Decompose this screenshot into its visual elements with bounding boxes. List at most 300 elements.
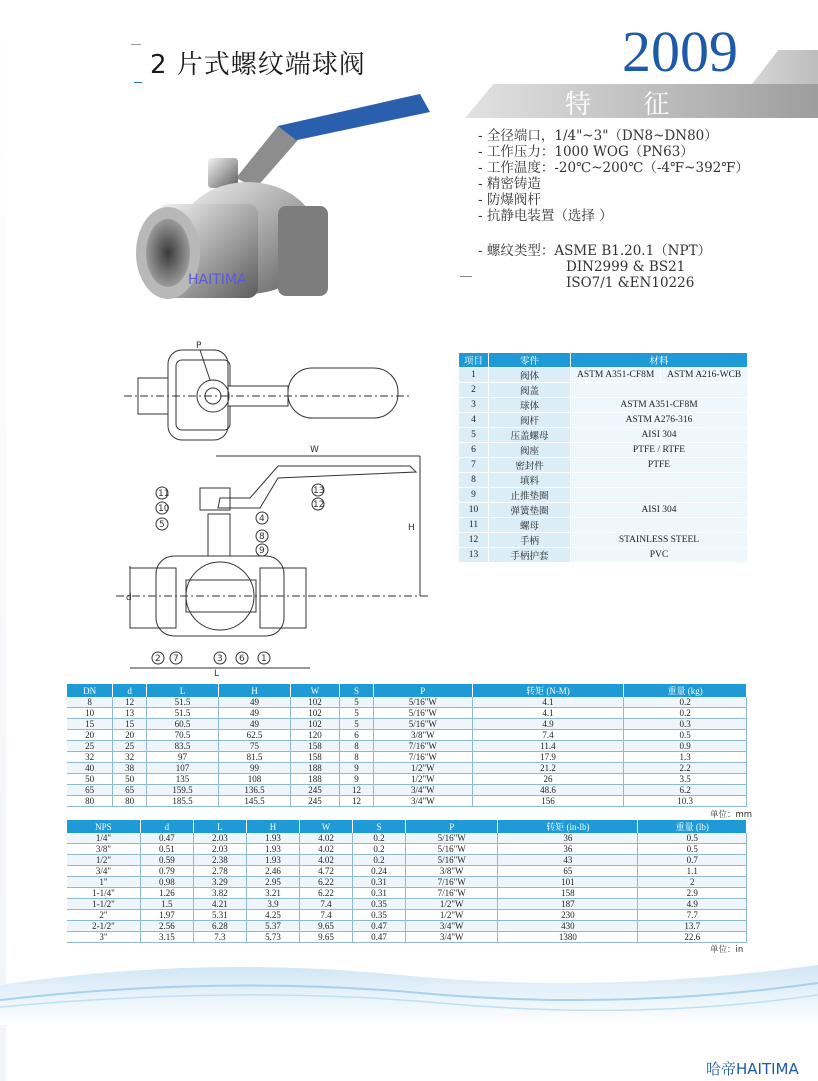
metric-cell: 15 xyxy=(67,719,113,730)
imperial-row xyxy=(67,888,747,899)
imperial-cell: 0.98 xyxy=(140,877,193,888)
parts-cell: ASTM A276-316 xyxy=(571,413,748,428)
imperial-row xyxy=(67,866,747,877)
imperial-cell: 101 xyxy=(498,877,638,888)
parts-row xyxy=(459,398,748,413)
callout-1: 1 xyxy=(261,654,267,664)
parts-cell: 13 xyxy=(459,548,489,563)
imperial-cell: 2.03 xyxy=(193,844,246,855)
metric-cell: 135 xyxy=(147,774,219,785)
imperial-cell: 0.47 xyxy=(352,921,405,932)
feature-heading: 特 征 xyxy=(565,90,692,120)
thread-line: ISO7/1 &EN10226 xyxy=(566,275,695,291)
metric-cell: 12 xyxy=(113,697,147,708)
imperial-cell: 0.35 xyxy=(352,899,405,910)
title-corner-mark xyxy=(131,44,141,74)
metric-cell: 4.1 xyxy=(472,708,624,719)
metric-cell: 17.9 xyxy=(472,752,624,763)
imperial-header-cell: W xyxy=(299,820,352,833)
imperial-cell: 1" xyxy=(67,877,140,888)
metric-header-cell: DN xyxy=(67,684,113,697)
metric-cell: 49 xyxy=(219,708,291,719)
parts-cell: 弹簧垫圈 xyxy=(489,503,571,518)
parts-cell: 填料 xyxy=(489,473,571,488)
metric-header-cell: 重量 (kg) xyxy=(624,684,747,697)
parts-cell: 9 xyxy=(459,488,489,503)
imperial-cell: 1.93 xyxy=(246,844,299,855)
metric-cell: 48.6 xyxy=(472,785,624,796)
imperial-cell: 2-1/2" xyxy=(67,921,140,932)
imperial-cell: 2.38 xyxy=(193,855,246,866)
metric-header-cell: H xyxy=(219,684,291,697)
metric-cell: 5/16"W xyxy=(373,719,472,730)
imperial-cell: 1-1/2" xyxy=(67,899,140,910)
metric-cell: 7/16"W xyxy=(373,752,472,763)
imperial-row xyxy=(67,910,747,921)
imperial-cell: 43 xyxy=(498,855,638,866)
imperial-cell: 5.31 xyxy=(193,910,246,921)
parts-cell: PTFE xyxy=(571,458,748,473)
parts-row xyxy=(459,428,748,443)
parts-cell: 阀座 xyxy=(489,443,571,458)
imperial-cell: 6.22 xyxy=(299,888,352,899)
imperial-cell: 3.29 xyxy=(193,877,246,888)
parts-cell: 阀盖 xyxy=(489,383,571,398)
metric-header-cell: P xyxy=(373,684,472,697)
metric-cell: 81.5 xyxy=(219,752,291,763)
imperial-header-cell: NPS xyxy=(67,820,140,833)
metric-cell: 102 xyxy=(290,697,339,708)
imperial-cell: 7.3 xyxy=(193,932,246,943)
imperial-row xyxy=(67,899,747,910)
blue-grip-icon xyxy=(278,94,430,140)
imperial-cell: 1.5 xyxy=(140,899,193,910)
imperial-row xyxy=(67,877,747,888)
parts-row xyxy=(459,503,748,518)
imperial-row xyxy=(67,855,747,866)
metric-cell: 21.2 xyxy=(472,763,624,774)
parts-cell: 压盖螺母 xyxy=(489,428,571,443)
parts-cell: 手柄 xyxy=(489,533,571,548)
metric-cell: 5 xyxy=(340,708,374,719)
metric-cell: 1.3 xyxy=(624,752,747,763)
metric-header-cell: W xyxy=(290,684,339,697)
metric-row xyxy=(67,752,747,763)
metric-cell: 5 xyxy=(340,697,374,708)
imperial-cell: 5/16"W xyxy=(406,833,498,844)
metric-cell: 5/16"W xyxy=(373,697,472,708)
imperial-cell: 3/8"W xyxy=(406,866,498,877)
imperial-cell: 7/16"W xyxy=(406,877,498,888)
left-edge-bar xyxy=(0,0,6,1081)
imperial-row xyxy=(67,932,747,943)
metric-cell: 99 xyxy=(219,763,291,774)
imperial-cell: 13.7 xyxy=(638,921,747,932)
imperial-cell: 3/4" xyxy=(67,866,140,877)
metric-unit-label: 单位：mm xyxy=(710,810,753,820)
parts-cell: AISI 304 xyxy=(571,503,748,518)
parts-header-material: 材料 xyxy=(571,353,748,368)
metric-cell: 83.5 xyxy=(147,741,219,752)
callout-2: 2 xyxy=(155,654,161,664)
imperial-cell: 7.7 xyxy=(638,910,747,921)
feature-list xyxy=(478,128,749,224)
imperial-cell: 4.72 xyxy=(299,866,352,877)
metric-row xyxy=(67,796,747,807)
imperial-cell: 1380 xyxy=(498,932,638,943)
metric-cell: 0.9 xyxy=(624,741,747,752)
imperial-cell: 1.97 xyxy=(140,910,193,921)
parts-cell: 8 xyxy=(459,473,489,488)
metric-cell: 20 xyxy=(113,730,147,741)
port-bore-icon xyxy=(146,219,190,287)
feature-item: - 全径端口，1/4"~3"（DN8~DN80） xyxy=(478,128,718,144)
metric-cell: 102 xyxy=(290,708,339,719)
imperial-cell: 4.02 xyxy=(299,855,352,866)
side-dash xyxy=(460,276,472,277)
metric-header-cell: d xyxy=(113,684,147,697)
drawing-label-h: H xyxy=(408,523,415,533)
parts-cell: 7 xyxy=(459,458,489,473)
parts-cell xyxy=(571,383,748,398)
imperial-cell: 3/8" xyxy=(67,844,140,855)
callout-8: 8 xyxy=(259,532,265,542)
metric-row xyxy=(67,763,747,774)
parts-cell: 球体 xyxy=(489,398,571,413)
metric-cell: 185.5 xyxy=(147,796,219,807)
feature-item: - 工作温度：-20℃~200℃（-4℉~392℉） xyxy=(478,160,749,176)
brand-footer: 哈帝HAITIMA xyxy=(706,1060,799,1078)
imperial-cell: 0.47 xyxy=(140,833,193,844)
metric-cell: 8 xyxy=(67,697,113,708)
imperial-cell: 2 xyxy=(638,877,747,888)
imperial-cell: 3/4"W xyxy=(406,932,498,943)
metric-cell: 245 xyxy=(290,796,339,807)
metric-cell: 7/16"W xyxy=(373,741,472,752)
imperial-cell: 3.21 xyxy=(246,888,299,899)
callout-7: 7 xyxy=(173,654,179,664)
parts-cell: 2 xyxy=(459,383,489,398)
imperial-row xyxy=(67,844,747,855)
imperial-header-cell: 重量 (lb) xyxy=(638,820,747,833)
parts-table xyxy=(458,352,748,563)
imperial-cell: 5/16"W xyxy=(406,844,498,855)
imperial-cell: 0.35 xyxy=(352,910,405,921)
imperial-cell: 4.25 xyxy=(246,910,299,921)
parts-row xyxy=(459,548,748,563)
metric-cell: 12 xyxy=(340,796,374,807)
metric-cell: 3.5 xyxy=(624,774,747,785)
callout-4: 4 xyxy=(259,514,265,524)
parts-row xyxy=(459,368,748,383)
imperial-cell: 2" xyxy=(67,910,140,921)
metric-cell: 80 xyxy=(67,796,113,807)
metric-row xyxy=(67,730,747,741)
metric-cell: 32 xyxy=(67,752,113,763)
parts-header-item: 项目 xyxy=(459,353,489,368)
imperial-cell: 0.31 xyxy=(352,877,405,888)
metric-cell: 26 xyxy=(472,774,624,785)
metric-cell: 70.5 xyxy=(147,730,219,741)
parts-cell: ASTM A351-CF8M xyxy=(571,368,661,383)
metric-cell: 9 xyxy=(340,774,374,785)
parts-cell: AISI 304 xyxy=(571,428,748,443)
metric-cell: 0.2 xyxy=(624,697,747,708)
imperial-cell: 7.4 xyxy=(299,910,352,921)
parts-row xyxy=(459,488,748,503)
metric-cell: 2.2 xyxy=(624,763,747,774)
imperial-cell: 4.21 xyxy=(193,899,246,910)
header-gray-band xyxy=(752,50,818,84)
metric-cell: 1/2"W xyxy=(373,774,472,785)
metric-cell: 25 xyxy=(67,741,113,752)
metric-cell: 20 xyxy=(67,730,113,741)
imperial-cell: 1/4" xyxy=(67,833,140,844)
imperial-cell: 36 xyxy=(498,844,638,855)
metric-cell: 107 xyxy=(147,763,219,774)
imperial-cell: 4.02 xyxy=(299,833,352,844)
imperial-cell: 3.9 xyxy=(246,899,299,910)
imperial-cell: 0.31 xyxy=(352,888,405,899)
imperial-cell: 0.24 xyxy=(352,866,405,877)
drawing-label-w: W xyxy=(310,445,319,455)
parts-cell: 手柄护套 xyxy=(489,548,571,563)
callout-5: 5 xyxy=(159,520,165,530)
imperial-header-cell: P xyxy=(406,820,498,833)
metric-row xyxy=(67,785,747,796)
metric-dimension-table xyxy=(67,684,747,807)
imperial-cell: 5.37 xyxy=(246,921,299,932)
metric-cell: 62.5 xyxy=(219,730,291,741)
metric-cell: 10 xyxy=(67,708,113,719)
parts-header-part: 零件 xyxy=(489,353,571,368)
metric-cell: 120 xyxy=(290,730,339,741)
imperial-cell: 1/2" xyxy=(67,855,140,866)
year-label: 2009 xyxy=(622,19,738,84)
metric-header-cell: S xyxy=(340,684,374,697)
metric-cell: 80 xyxy=(113,796,147,807)
drawing-label-p: P xyxy=(196,341,202,351)
imperial-cell: 2.46 xyxy=(246,866,299,877)
metric-cell: 0.5 xyxy=(624,730,747,741)
callout-6: 6 xyxy=(239,654,245,664)
imperial-header-cell: d xyxy=(140,820,193,833)
imperial-cell: 158 xyxy=(498,888,638,899)
imperial-cell: 1.93 xyxy=(246,855,299,866)
imperial-cell: 0.7 xyxy=(638,855,747,866)
imperial-cell: 1-1/4" xyxy=(67,888,140,899)
imperial-cell: 5/16"W xyxy=(406,855,498,866)
imperial-cell: 1.1 xyxy=(638,866,747,877)
metric-row xyxy=(67,719,747,730)
thread-types xyxy=(478,243,711,291)
metric-cell: 15 xyxy=(113,719,147,730)
imperial-dimension-table xyxy=(67,820,747,943)
metric-row xyxy=(67,708,747,719)
parts-cell: PVC xyxy=(571,548,748,563)
imperial-cell: 1.93 xyxy=(246,833,299,844)
parts-cell: 10 xyxy=(459,503,489,518)
parts-row xyxy=(459,458,748,473)
parts-cell xyxy=(571,518,748,533)
parts-row xyxy=(459,518,748,533)
metric-cell: 65 xyxy=(113,785,147,796)
metric-cell: 49 xyxy=(219,697,291,708)
parts-cell: 止推垫圈 xyxy=(489,488,571,503)
imperial-cell: 0.47 xyxy=(352,932,405,943)
metric-cell: 8 xyxy=(340,752,374,763)
parts-cell: ASTM A351-CF8M xyxy=(571,398,748,413)
metric-cell: 3/4"W xyxy=(373,785,472,796)
parts-cell: 阀杆 xyxy=(489,413,571,428)
imperial-cell: 0.59 xyxy=(140,855,193,866)
metric-cell: 97 xyxy=(147,752,219,763)
imperial-cell: 9.65 xyxy=(299,921,352,932)
feature-item: - 防爆阀杆 xyxy=(478,192,541,208)
parts-cell: 阀体 xyxy=(489,368,571,383)
imperial-cell: 3/4"W xyxy=(406,921,498,932)
title-accent-dash xyxy=(134,82,142,83)
imperial-cell: 36 xyxy=(498,833,638,844)
metric-cell: 245 xyxy=(290,785,339,796)
metric-cell: 159.5 xyxy=(147,785,219,796)
imperial-cell: 0.51 xyxy=(140,844,193,855)
imperial-cell: 3" xyxy=(67,932,140,943)
imperial-header-cell: 转矩 (in-lb) xyxy=(498,820,638,833)
metric-cell: 1/2"W xyxy=(373,763,472,774)
imperial-cell: 6.22 xyxy=(299,877,352,888)
parts-row xyxy=(459,443,748,458)
callout-11: 11 xyxy=(158,489,170,499)
metric-cell: 6 xyxy=(340,730,374,741)
parts-cell: 11 xyxy=(459,518,489,533)
imperial-cell: 2.03 xyxy=(193,833,246,844)
feature-item: - 工作压力：1000 WOG（PN63） xyxy=(478,144,694,160)
front-view xyxy=(116,445,430,678)
metric-cell: 11.4 xyxy=(472,741,624,752)
footer-wave-decoration xyxy=(0,945,818,1025)
imperial-cell: 1.26 xyxy=(140,888,193,899)
metric-cell: 32 xyxy=(113,752,147,763)
page-title: 2 片式螺纹端球阀 xyxy=(150,50,366,80)
metric-cell: 12 xyxy=(340,785,374,796)
parts-cell: PTFE / RTFE xyxy=(571,443,748,458)
imperial-cell: 2.78 xyxy=(193,866,246,877)
metric-cell: 108 xyxy=(219,774,291,785)
metric-cell: 188 xyxy=(290,774,339,785)
imperial-cell: 187 xyxy=(498,899,638,910)
metric-cell: 75 xyxy=(219,741,291,752)
imperial-cell: 22.6 xyxy=(638,932,747,943)
metric-cell: 158 xyxy=(290,741,339,752)
parts-row xyxy=(459,533,748,548)
parts-cell: 密封件 xyxy=(489,458,571,473)
valve-photo xyxy=(128,88,440,332)
parts-row xyxy=(459,413,748,428)
metric-cell: 3/8"W xyxy=(373,730,472,741)
imperial-cell: 230 xyxy=(498,910,638,921)
metric-row xyxy=(67,697,747,708)
parts-cell: 螺母 xyxy=(489,518,571,533)
metric-cell: 3/4"W xyxy=(373,796,472,807)
imperial-header-cell: L xyxy=(193,820,246,833)
imperial-cell: 3.82 xyxy=(193,888,246,899)
metric-cell: 50 xyxy=(67,774,113,785)
metric-cell: 25 xyxy=(113,741,147,752)
metric-cell: 60.5 xyxy=(147,719,219,730)
parts-row xyxy=(459,473,748,488)
metric-cell: 7.4 xyxy=(472,730,624,741)
imperial-cell: 1/2"W xyxy=(406,899,498,910)
imperial-cell: 1/2"W xyxy=(406,910,498,921)
imperial-cell: 7/16"W xyxy=(406,888,498,899)
parts-cell: 6 xyxy=(459,443,489,458)
parts-cell: 5 xyxy=(459,428,489,443)
metric-cell: 0.3 xyxy=(624,719,747,730)
imperial-cell: 4.02 xyxy=(299,844,352,855)
top-view xyxy=(124,341,410,440)
imperial-row xyxy=(67,833,747,844)
imperial-cell: 65 xyxy=(498,866,638,877)
parts-cell: STAINLESS STEEL xyxy=(571,533,748,548)
parts-cell xyxy=(571,473,748,488)
callout-9: 9 xyxy=(259,546,265,556)
imperial-cell: 0.2 xyxy=(352,833,405,844)
thread-line: - 螺纹类型：ASME B1.20.1（NPT） xyxy=(478,243,712,259)
callout-13: 13 xyxy=(313,486,325,496)
metric-cell: 158 xyxy=(290,752,339,763)
metric-row xyxy=(67,774,747,785)
metric-cell: 49 xyxy=(219,719,291,730)
callout-12: 12 xyxy=(313,500,325,510)
metric-cell: 38 xyxy=(113,763,147,774)
imperial-cell: 4.9 xyxy=(638,899,747,910)
parts-cell: ASTM A216-WCB xyxy=(661,368,748,383)
metric-cell: 102 xyxy=(290,719,339,730)
metric-cell: 5 xyxy=(340,719,374,730)
imperial-cell: 6.28 xyxy=(193,921,246,932)
metric-cell: 51.5 xyxy=(147,697,219,708)
imperial-cell: 0.5 xyxy=(638,833,747,844)
imperial-cell: 7.4 xyxy=(299,899,352,910)
parts-cell: 4 xyxy=(459,413,489,428)
metric-cell: 136.5 xyxy=(219,785,291,796)
feature-item: - 抗静电装置（选择 ） xyxy=(478,208,613,224)
metric-cell: 13 xyxy=(113,708,147,719)
metric-cell: 0.2 xyxy=(624,708,747,719)
imperial-cell: 2.95 xyxy=(246,877,299,888)
metric-cell: 145.5 xyxy=(219,796,291,807)
metric-cell: 51.5 xyxy=(147,708,219,719)
imperial-cell: 0.79 xyxy=(140,866,193,877)
metric-cell: 40 xyxy=(67,763,113,774)
imperial-cell: 3.15 xyxy=(140,932,193,943)
metric-cell: 6.2 xyxy=(624,785,747,796)
technical-drawing xyxy=(110,338,440,678)
metric-cell: 4.9 xyxy=(472,719,624,730)
imperial-cell: 430 xyxy=(498,921,638,932)
imperial-unit-label: 单位：in xyxy=(710,945,744,955)
feature-item: - 精密铸造 xyxy=(478,176,541,192)
imperial-cell: 0.2 xyxy=(352,855,405,866)
metric-cell: 188 xyxy=(290,763,339,774)
parts-cell: 1 xyxy=(459,368,489,383)
callout-3: 3 xyxy=(217,654,223,664)
metric-cell: 4.1 xyxy=(472,697,624,708)
metric-cell: 10.3 xyxy=(624,796,747,807)
metric-header-cell: L xyxy=(147,684,219,697)
metric-cell: 5/16"W xyxy=(373,708,472,719)
